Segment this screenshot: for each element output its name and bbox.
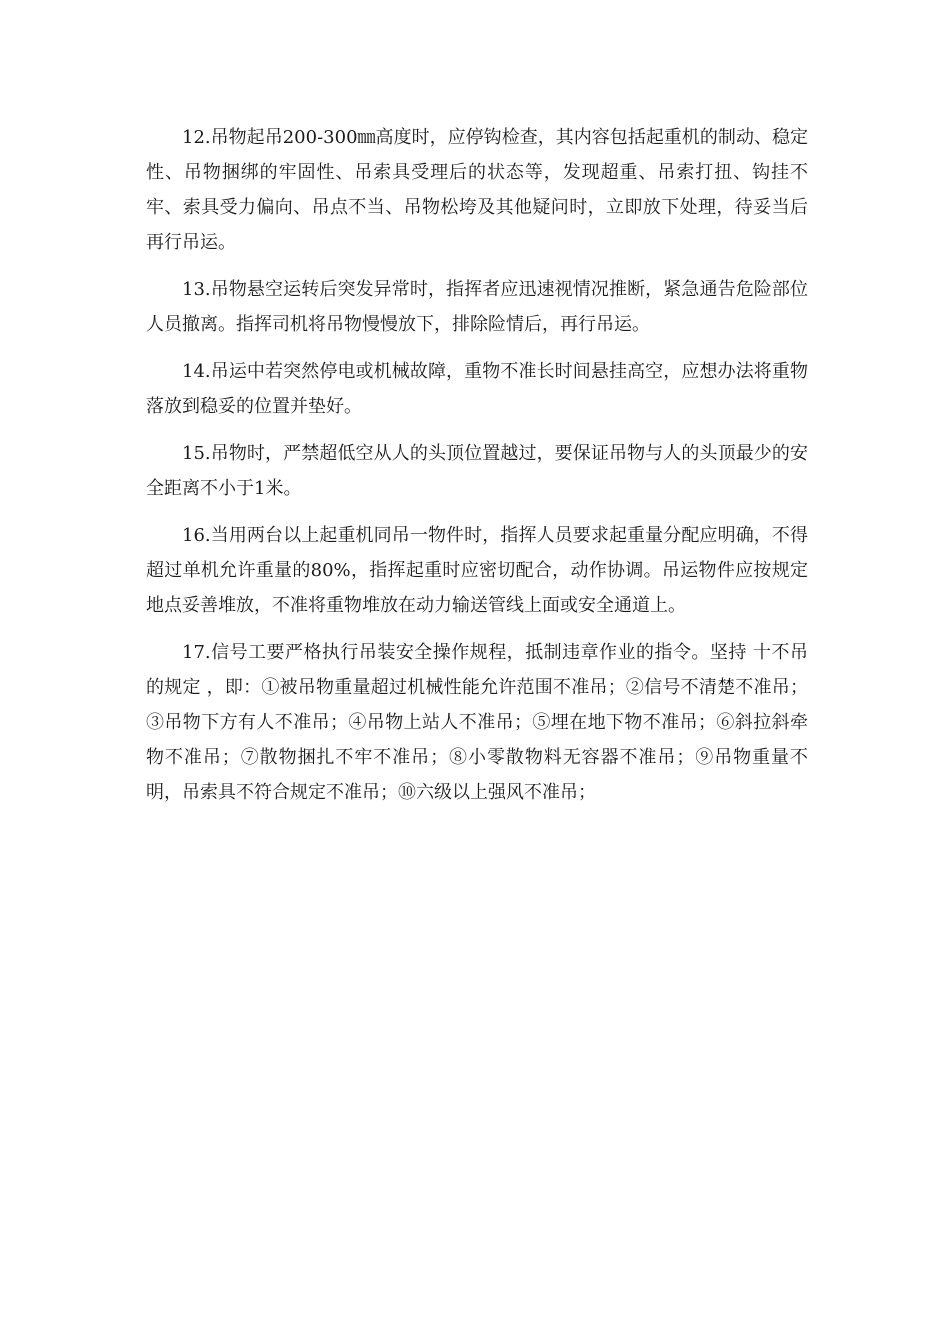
paragraph-item-13: 13.吊物悬空运转后突发异常时，指挥者应迅速视情况推断，紧急通告危险部位人员撤离。指挥司机将吊物慢慢放下，排除险情后，再行吊运。 bbox=[146, 279, 808, 335]
paragraph-item-16: 16.当用两台以上起重机同吊一物件时，指挥人员要求起重量分配应明确，不得超过单机允许重量的80%，指挥起重时应密切配合，动作协调。吊运物件应按规定地点妥善堆放，不准将重物堆放在动力输送管线上面或安全通道上。 bbox=[146, 525, 808, 616]
paragraph-item-12: 12.吊物起吊200-300㎜高度时，应停钩检查，其内容包括起重机的制动、稳定性、吊物捆绑的牢固性、吊索具受理后的状态等，发现超重、吊索打扭、钩挂不牢、索具受力偏向、吊点不当、吊物松垮及其他疑问时，立即放下处理，待妥当后再行吊运。 bbox=[146, 127, 808, 253]
paragraph-item-14: 14.吊运中若突然停电或机械故障，重物不准长时间悬挂高空，应想办法将重物落放到稳妥的位置并垫好。 bbox=[146, 361, 808, 417]
paragraph-item-15: 15.吊物时，严禁超低空从人的头顶位置越过，要保证吊物与人的头顶最少的安全距离不小于1米。 bbox=[146, 443, 808, 499]
document-body bbox=[146, 120, 808, 822]
paragraph-item-17: 17.信号工要严格执行吊装安全操作规程，抵制违章作业的指令。坚持 十不吊的规定 ，即：①被吊物重量超过机械性能允许范围不准吊；②信号不清楚不准吊；③吊物下方有人不准吊；④吊物上站人不准吊；⑤埋在地下物不准吊；⑥斜拉斜牵物不准吊；⑦散物捆扎不牢不准吊；⑧小零散物料无容器不准吊；⑨吊物重量不明，吊索具不符合规定不准吊；⑩六级以上强风不准吊； bbox=[146, 642, 808, 803]
